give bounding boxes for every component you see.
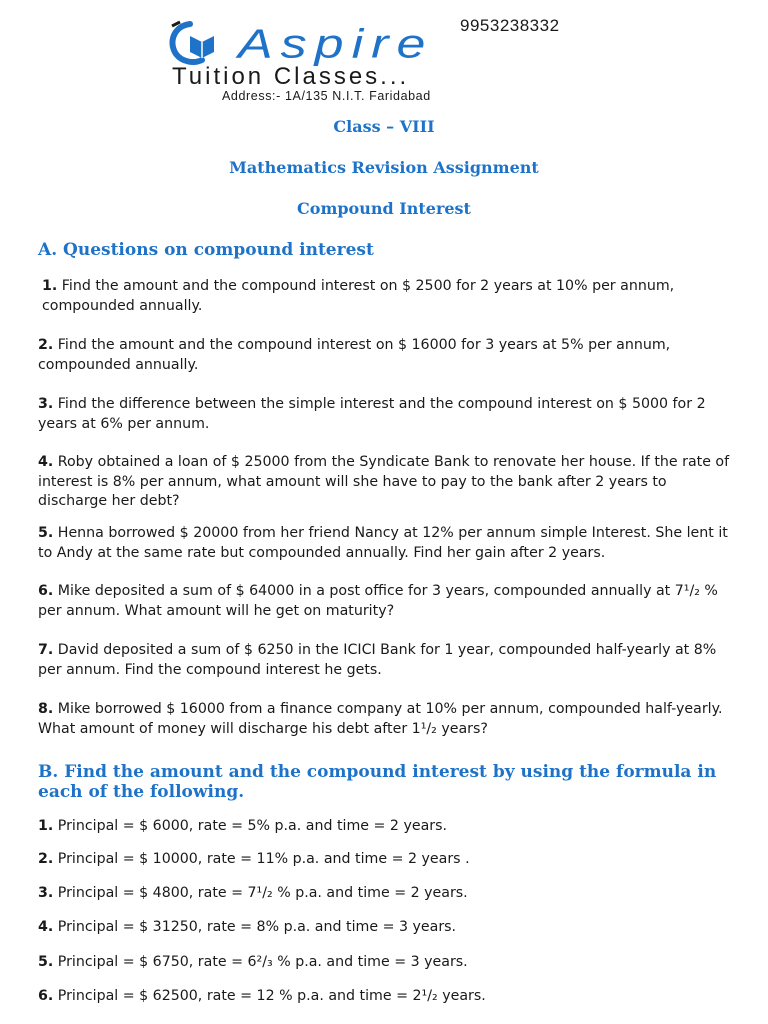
brand-tagline: Tuition Classes... xyxy=(172,63,410,90)
question-number: 1. xyxy=(42,278,58,294)
question-number: 6. xyxy=(38,988,54,1004)
question-item xyxy=(42,277,742,316)
topic-title: Compound Interest xyxy=(297,199,471,218)
section-a-title: A. Questions on compound interest xyxy=(38,240,374,260)
question-number: 5. xyxy=(38,525,54,541)
question-text: Principal = $ 62500, rate = 12 % p.a. and time = 2¹/₂ years. xyxy=(53,988,486,1004)
question-text: Principal = $ 4800, rate = 7¹/₂ % p.a. and time = 2 years. xyxy=(53,885,468,901)
question-item xyxy=(38,884,738,904)
question-number: 3. xyxy=(38,396,54,412)
question-item xyxy=(38,987,738,1007)
question-number: 2. xyxy=(38,337,54,353)
question-item xyxy=(38,336,738,375)
question-item xyxy=(38,700,738,739)
assignment-title: Mathematics Revision Assignment xyxy=(229,158,539,177)
question-number: 8. xyxy=(38,701,54,717)
question-number: 7. xyxy=(38,642,54,658)
class-title: Class – VIII xyxy=(333,117,435,136)
question-item xyxy=(38,524,738,563)
question-item xyxy=(38,582,738,621)
address: Address:- 1A/135 N.I.T. Faridabad xyxy=(222,89,431,103)
question-text: Principal = $ 6750, rate = 6²/₃ % p.a. and time = 3 years. xyxy=(53,954,468,970)
question-text: Principal = $ 31250, rate = 8% p.a. and time = 3 years. xyxy=(53,919,457,935)
question-item xyxy=(38,453,738,512)
question-number: 1. xyxy=(38,818,54,834)
question-text: Mike deposited a sum of $ 64000 in a post office for 3 years, compounded annually at 7¹/₂ % per annum. What amount will he get on maturity? xyxy=(38,583,718,619)
question-number: 3. xyxy=(38,885,54,901)
question-item xyxy=(38,918,738,938)
question-text: Principal = $ 6000, rate = 5% p.a. and time = 2 years. xyxy=(53,818,448,834)
question-text: Find the amount and the compound interest on $ 2500 for 2 years at 10% per annum, compounded annually. xyxy=(42,278,675,314)
question-text: Principal = $ 10000, rate = 11% p.a. and time = 2 years . xyxy=(53,851,470,867)
question-item xyxy=(38,817,738,837)
question-text: Mike borrowed $ 16000 from a finance company at 10% per annum, compounded half-yearly. What amount of money will discharge his debt after 1¹/₂ years? xyxy=(38,701,723,737)
logo xyxy=(160,10,620,102)
question-text: David deposited a sum of $ 6250 in the ICICI Bank for 1 year, compounded half-yearly at 8% per annum. Find the compound interest he gets. xyxy=(38,642,717,678)
question-item xyxy=(38,953,738,973)
question-item xyxy=(38,395,738,434)
question-number: 5. xyxy=(38,954,54,970)
question-item xyxy=(38,850,738,870)
brand-name: Aspire xyxy=(238,21,434,67)
section-b-title: B. Find the amount and the compound interest by using the formula in each of the following. xyxy=(38,762,717,802)
question-number: 4. xyxy=(38,454,54,470)
phone-number: 9953238332 xyxy=(460,16,560,35)
question-number: 6. xyxy=(38,583,54,599)
question-item xyxy=(38,641,738,680)
question-text: Roby obtained a loan of $ 25000 from the Syndicate Bank to renovate her house. If the rate of interest is 8% per annum, what amount will she have to pay to the bank after 2 years to discharge her debt? xyxy=(38,454,730,509)
question-number: 4. xyxy=(38,919,54,935)
question-text: Find the difference between the simple interest and the compound interest on $ 5000 for 2 years at 6% per annum. xyxy=(38,396,706,432)
question-text: Find the amount and the compound interest on $ 16000 for 3 years at 5% per annum, compounded annually. xyxy=(38,337,671,373)
question-number: 2. xyxy=(38,851,54,867)
question-text: Henna borrowed $ 20000 from her friend Nancy at 12% per annum simple Interest. She lent it to Andy at the same rate but compounded annually. Find her gain after 2 years. xyxy=(38,525,728,561)
